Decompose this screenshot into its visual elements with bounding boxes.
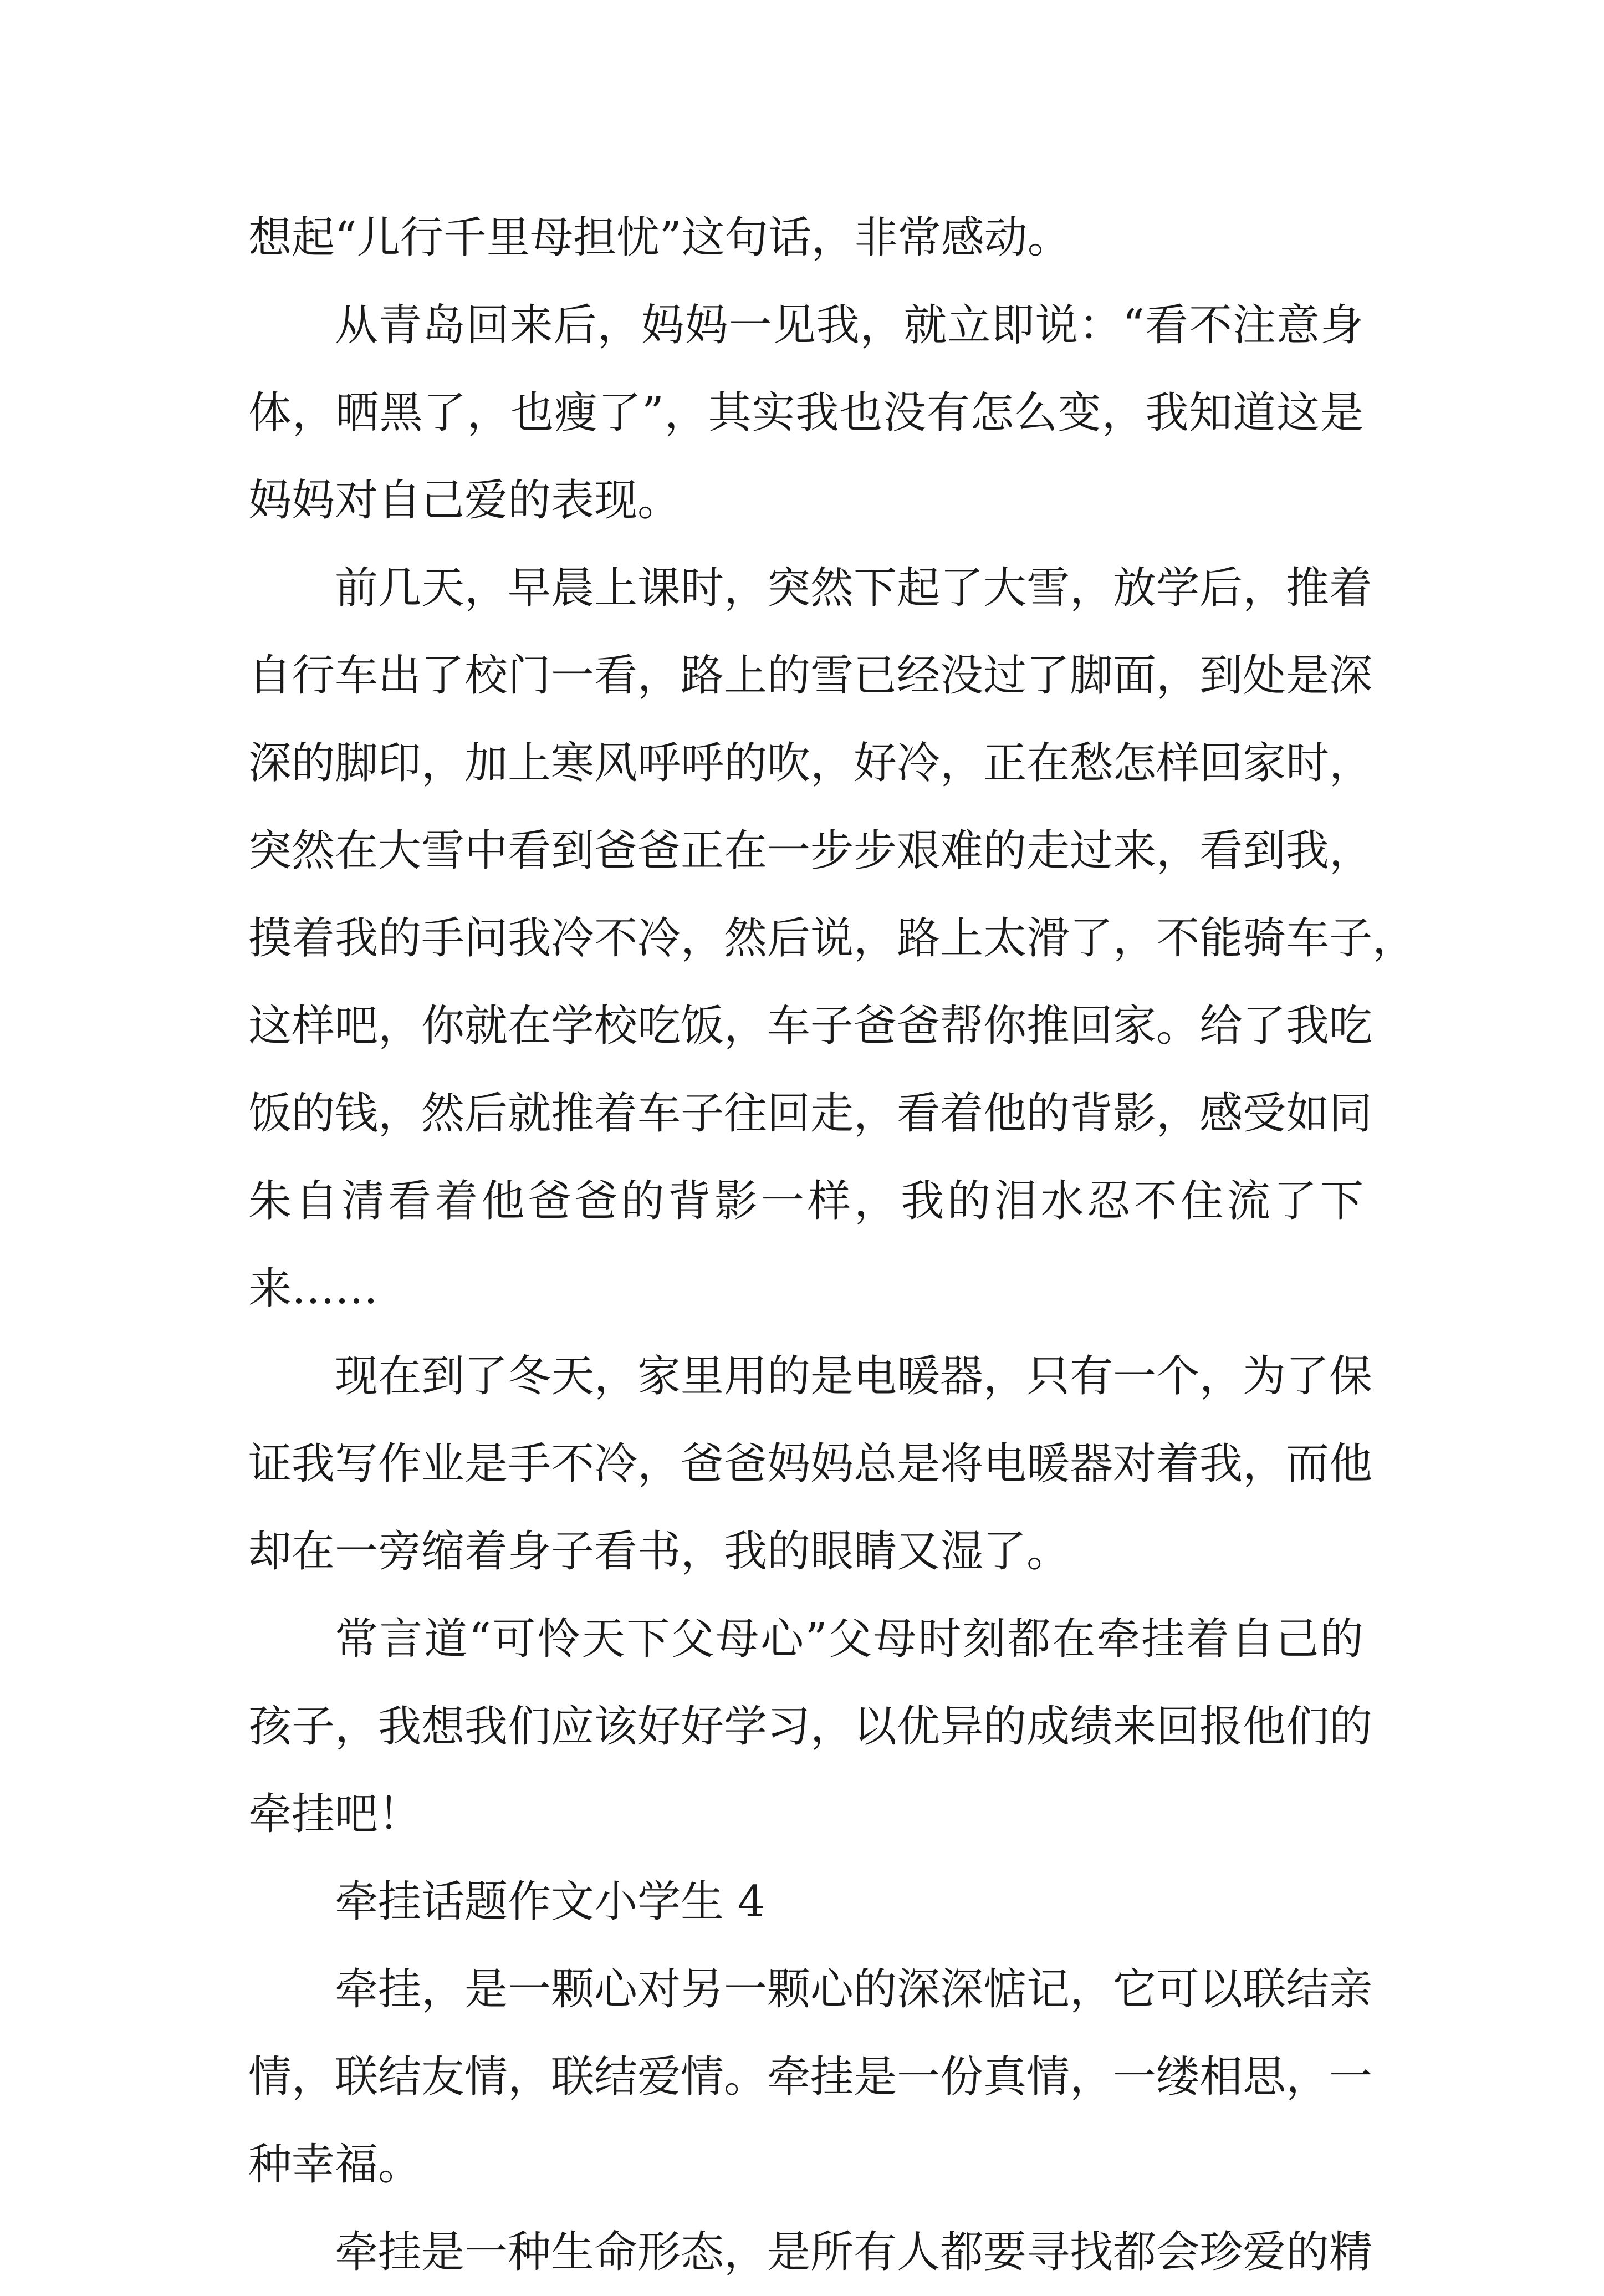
text-line: 情，联结友情，联结爱情。牵挂是一份真情，一缕相思，一	[248, 2052, 1373, 2102]
text-line: 饭的钱，然后就推着车子往回走，看着他的背影，感受如同	[248, 1089, 1373, 1139]
text-line: 从青岛回来后，妈妈一见我，就立即说：“看不注意身	[335, 300, 1363, 350]
text-line: 牵挂是一种生命形态，是所有人都要寻找都会珍爱的精	[335, 2227, 1373, 2277]
text-line: 朱自清看着他爸爸的背影一样，我的泪水忍不住流了下	[248, 1176, 1363, 1226]
text-line: 现在到了冬天，家里用的是电暖器，只有一个，为了保	[335, 1351, 1373, 1401]
text-line: 突然在大雪中看到爸爸正在一步步艰难的走过来，看到我，	[248, 826, 1373, 876]
text-line: 孩子，我想我们应该好好学习，以优异的成绩来回报他们的	[248, 1702, 1373, 1752]
text-line: 体，晒黑了，也瘦了”，其实我也没有怎么变，我知道这是	[248, 388, 1363, 438]
text-line: 前几天，早晨上课时，突然下起了大雪，放学后，推着	[335, 563, 1373, 613]
text-line: 想起“儿行千里母担忧”这句话，非常感动。	[248, 213, 1071, 263]
text-line: 深的脚印，加上寒风呼呼的吹，好冷，正在愁怎样回家时，	[248, 738, 1373, 788]
text-line: 种幸福。	[248, 2140, 422, 2190]
document-body-text	[248, 194, 1416, 2296]
text-line: 常言道“可怜天下父母心”父母时刻都在牵挂着自己的	[335, 1614, 1363, 1664]
text-line: 却在一旁缩着身子看书，我的眼睛又湿了。	[248, 1527, 1070, 1576]
text-line: 自行车出了校门一看，路上的雪已经没过了脚面，到处是深	[248, 651, 1373, 701]
text-line: 牵挂，是一颗心对另一颗心的深深惦记，它可以联结亲	[335, 1965, 1373, 2014]
text-line: 摸着我的手问我冷不冷，然后说，路上太滑了，不能骑车子，	[248, 914, 1416, 963]
text-line: 证我写作业是手不冷，爸爸妈妈总是将电暖器对着我，而他	[248, 1439, 1373, 1489]
text-line: 牵挂话题作文小学生 4	[335, 1877, 765, 1927]
text-line: 这样吧，你就在学校吃饭，车子爸爸帮你推回家。给了我吃	[248, 1001, 1373, 1051]
text-line: 牵挂吧！	[248, 1789, 422, 1839]
text-line: 妈妈对自己爱的表现。	[248, 476, 681, 525]
text-line: 来……	[248, 1264, 379, 1314]
